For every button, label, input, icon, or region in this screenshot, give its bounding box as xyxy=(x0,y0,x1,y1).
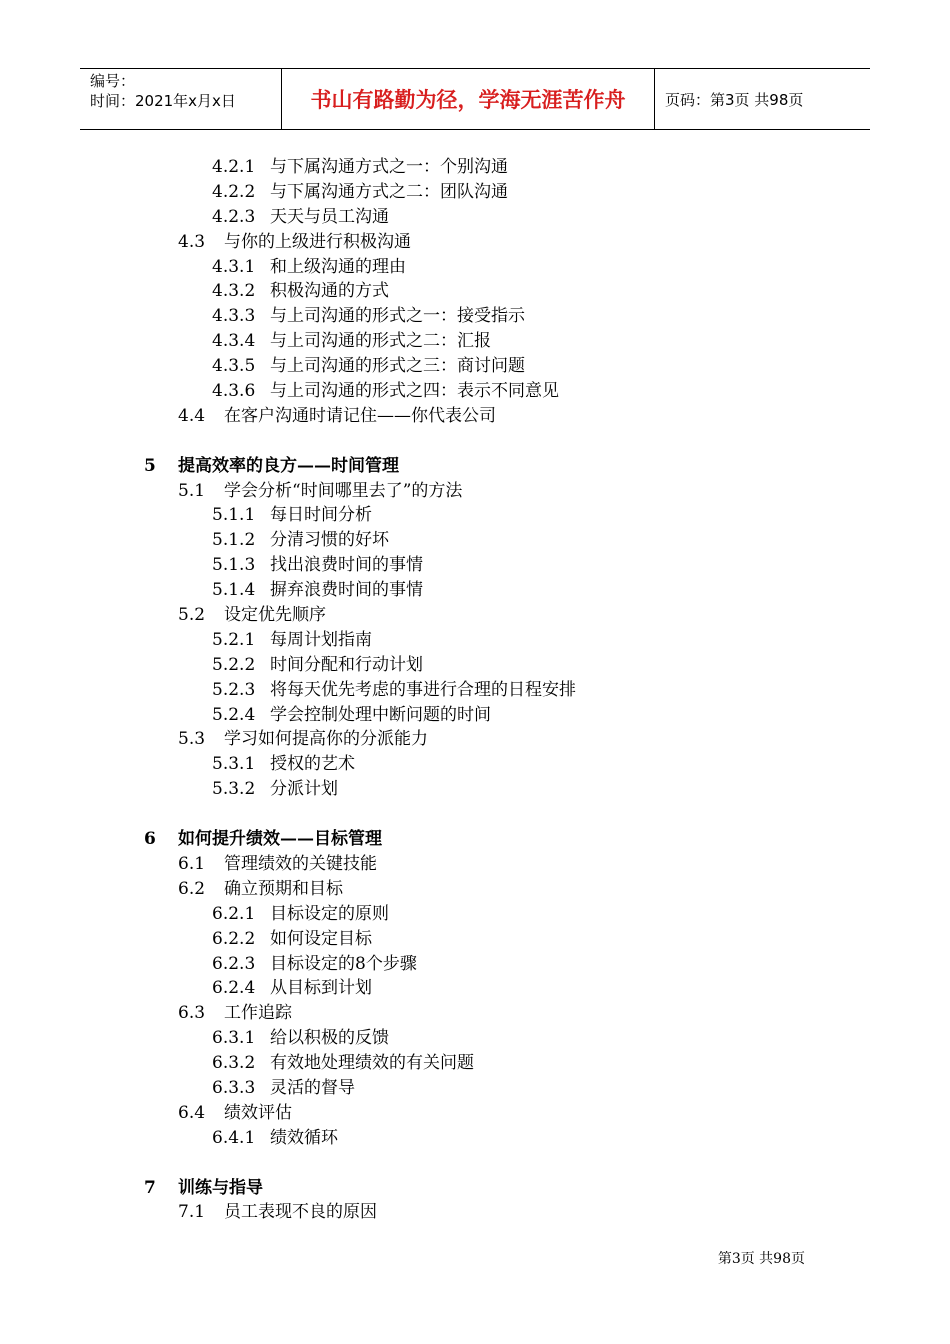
toc-entry-title: 绩效循环 xyxy=(270,1127,338,1148)
toc-entry-title: 绩效评估 xyxy=(224,1102,292,1123)
toc-entry-number: 4.3.5 xyxy=(212,356,256,377)
toc-entry xyxy=(0,976,950,1001)
toc-entry-title: 摒弃浪费时间的事情 xyxy=(270,580,423,601)
toc-entry xyxy=(0,852,950,877)
toc-entry-number: 4.3.2 xyxy=(212,281,256,302)
toc-entry xyxy=(0,653,950,678)
toc-entry xyxy=(0,628,950,653)
toc-entry-number: 6.3 xyxy=(178,1003,206,1024)
toc-entry xyxy=(0,553,950,578)
serial-label: 编号： xyxy=(90,72,136,90)
toc-entry-title: 学会控制处理中断问题的时间 xyxy=(270,704,491,725)
toc-entry xyxy=(0,304,950,329)
toc-entry-number: 6.3.2 xyxy=(212,1053,256,1074)
toc-entry-title: 目标设定的原则 xyxy=(270,903,389,924)
toc-spacer xyxy=(0,1151,950,1176)
toc-entry xyxy=(0,155,950,180)
page-header xyxy=(80,68,870,130)
toc-entry xyxy=(0,902,950,927)
toc-entry-title: 分派计划 xyxy=(270,779,338,800)
toc-entry-title: 有效地处理绩效的有关问题 xyxy=(270,1053,474,1074)
toc-entry-number: 6.4.1 xyxy=(212,1127,256,1148)
toc-entry-title: 与上司沟通的形式之一：接受指示 xyxy=(270,306,525,327)
toc-entry-number: 5.1.1 xyxy=(212,505,256,526)
toc-entry xyxy=(0,379,950,404)
toc-entry-title: 灵活的督导 xyxy=(270,1077,355,1098)
toc-entry-number: 5 xyxy=(144,455,156,476)
toc-entry xyxy=(0,678,950,703)
toc-entry-title: 和上级沟通的理由 xyxy=(270,256,406,277)
header-motto: 书山有路勤为径，学海无涯苦作舟 xyxy=(282,69,655,129)
toc-entry-title: 与下属沟通方式之二：团队沟通 xyxy=(270,181,508,202)
toc-entry-number: 5.3 xyxy=(178,729,206,750)
toc-entry-title: 学会分析“时间哪里去了”的方法 xyxy=(224,480,463,501)
toc-entry xyxy=(0,777,950,802)
toc-entry-number: 5.3.1 xyxy=(212,754,256,775)
toc-entry-number: 5.1 xyxy=(178,480,206,501)
toc-entry-number: 4.4 xyxy=(178,405,206,426)
toc-entry-number: 4.2.1 xyxy=(212,157,256,177)
toc-entry-number: 5.2.2 xyxy=(212,654,256,675)
toc-entry xyxy=(0,404,950,429)
toc-entry-title: 天天与员工沟通 xyxy=(270,206,389,227)
toc-chapter xyxy=(0,1176,950,1201)
toc-entry-number: 6.4 xyxy=(178,1102,206,1123)
toc-entry-title: 管理绩效的关键技能 xyxy=(224,853,377,874)
toc-entry xyxy=(0,952,950,977)
toc-entry-title: 工作追踪 xyxy=(224,1003,292,1024)
toc-entry-number: 7.1 xyxy=(178,1202,206,1223)
toc-entry xyxy=(0,180,950,205)
toc-entry-title: 找出浪费时间的事情 xyxy=(270,555,423,576)
toc-entry xyxy=(0,329,950,354)
toc-entry xyxy=(0,1026,950,1051)
toc-entry xyxy=(0,1200,950,1225)
toc-entry-number: 5.2.4 xyxy=(212,704,256,725)
toc-entry xyxy=(0,479,950,504)
toc-entry-title: 分清习惯的好坏 xyxy=(270,530,389,551)
toc-entry-number: 4.3.3 xyxy=(212,306,256,327)
toc-chapter xyxy=(0,454,950,479)
toc-entry-title: 提高效率的良方——时间管理 xyxy=(178,455,399,476)
toc-entry-title: 训练与指导 xyxy=(178,1177,263,1198)
toc-entry-title: 从目标到计划 xyxy=(270,978,372,999)
toc-spacer xyxy=(0,802,950,827)
toc-entry-title: 给以积极的反馈 xyxy=(270,1028,389,1049)
toc-entry-title: 设定优先顺序 xyxy=(224,605,326,626)
toc-entry-number: 6.2.1 xyxy=(212,903,256,924)
toc-chapter xyxy=(0,827,950,852)
toc-entry-number: 6.2.3 xyxy=(212,953,256,974)
toc-entry xyxy=(0,205,950,230)
header-meta xyxy=(80,69,282,129)
toc-entry-number: 5.1.4 xyxy=(212,580,256,601)
toc-entry-title: 目标设定的8个步骤 xyxy=(270,953,417,974)
toc-entry-title: 在客户沟通时请记住——你代表公司 xyxy=(224,405,496,426)
toc-entry-number: 6.2.2 xyxy=(212,928,256,949)
toc-entry xyxy=(0,578,950,603)
toc-entry-title: 将每天优先考虑的事进行合理的日程安排 xyxy=(270,679,576,700)
toc-entry xyxy=(0,279,950,304)
toc-entry-number: 5.2.3 xyxy=(212,679,256,700)
page-footer: 第3页 共98页 xyxy=(717,1251,805,1267)
toc-entry-number: 6.2.4 xyxy=(212,978,256,999)
toc-entry-number: 4.3.6 xyxy=(212,381,256,402)
toc-entry-number: 6.2 xyxy=(178,878,206,899)
toc-entry-number: 5.1.2 xyxy=(212,530,256,551)
toc-entry-title: 学习如何提高你的分派能力 xyxy=(224,729,428,750)
toc-entry xyxy=(0,877,950,902)
toc-entry-title: 每日时间分析 xyxy=(270,505,372,526)
toc-entry-title: 与上司沟通的形式之二：汇报 xyxy=(270,331,491,352)
toc-entry xyxy=(0,1051,950,1076)
toc-entry xyxy=(0,703,950,728)
toc-entry-number: 5.2.1 xyxy=(212,629,256,650)
toc-entry-number: 4.3.4 xyxy=(212,331,256,352)
toc-entry-title: 与你的上级进行积极沟通 xyxy=(224,231,411,252)
time-label: 时间：2021年x月x日 xyxy=(90,92,236,110)
toc-entry-number: 7 xyxy=(144,1177,156,1198)
toc-entry-title: 确立预期和目标 xyxy=(224,878,343,899)
toc-entry xyxy=(0,752,950,777)
toc-entry xyxy=(0,727,950,752)
toc-entry-number: 5.2 xyxy=(178,605,206,626)
toc-entry-number: 6.3.1 xyxy=(212,1028,256,1049)
toc-entry-number: 4.2.3 xyxy=(212,206,256,227)
toc-entry-number: 5.1.3 xyxy=(212,555,256,576)
toc-entry xyxy=(0,503,950,528)
toc-entry-number: 4.3 xyxy=(178,231,206,252)
toc-entry-number: 6.3.3 xyxy=(212,1077,256,1098)
table-of-contents xyxy=(0,155,950,1225)
toc-entry-title: 每周计划指南 xyxy=(270,629,372,650)
toc-spacer xyxy=(0,429,950,454)
toc-entry xyxy=(0,927,950,952)
toc-entry-title: 与下属沟通方式之一：个别沟通 xyxy=(270,157,508,177)
toc-entry-title: 与上司沟通的形式之四：表示不同意见 xyxy=(270,381,559,402)
toc-entry-title: 如何提升绩效——目标管理 xyxy=(178,829,382,850)
toc-entry xyxy=(0,1001,950,1026)
toc-entry xyxy=(0,528,950,553)
toc-entry-number: 6.1 xyxy=(178,853,206,874)
toc-entry-title: 时间分配和行动计划 xyxy=(270,654,423,675)
toc-entry xyxy=(0,1126,950,1151)
toc-entry xyxy=(0,255,950,280)
toc-entry xyxy=(0,1101,950,1126)
toc-entry xyxy=(0,1076,950,1101)
toc-entry-title: 授权的艺术 xyxy=(270,754,355,775)
toc-entry-number: 4.2.2 xyxy=(212,181,256,202)
toc-entry-number: 6 xyxy=(144,829,156,850)
toc-entry-title: 积极沟通的方式 xyxy=(270,281,389,302)
toc-entry-number: 5.3.2 xyxy=(212,779,256,800)
toc-entry-title: 与上司沟通的形式之三：商讨问题 xyxy=(270,356,525,377)
toc-entry xyxy=(0,603,950,628)
toc-entry xyxy=(0,230,950,255)
toc-entry-title: 员工表现不良的原因 xyxy=(224,1202,377,1223)
toc-entry-title: 如何设定目标 xyxy=(270,928,372,949)
toc-entry xyxy=(0,354,950,379)
toc-entry-number: 4.3.1 xyxy=(212,256,256,277)
header-page-info: 页码：第3页 共98页 xyxy=(665,90,804,109)
